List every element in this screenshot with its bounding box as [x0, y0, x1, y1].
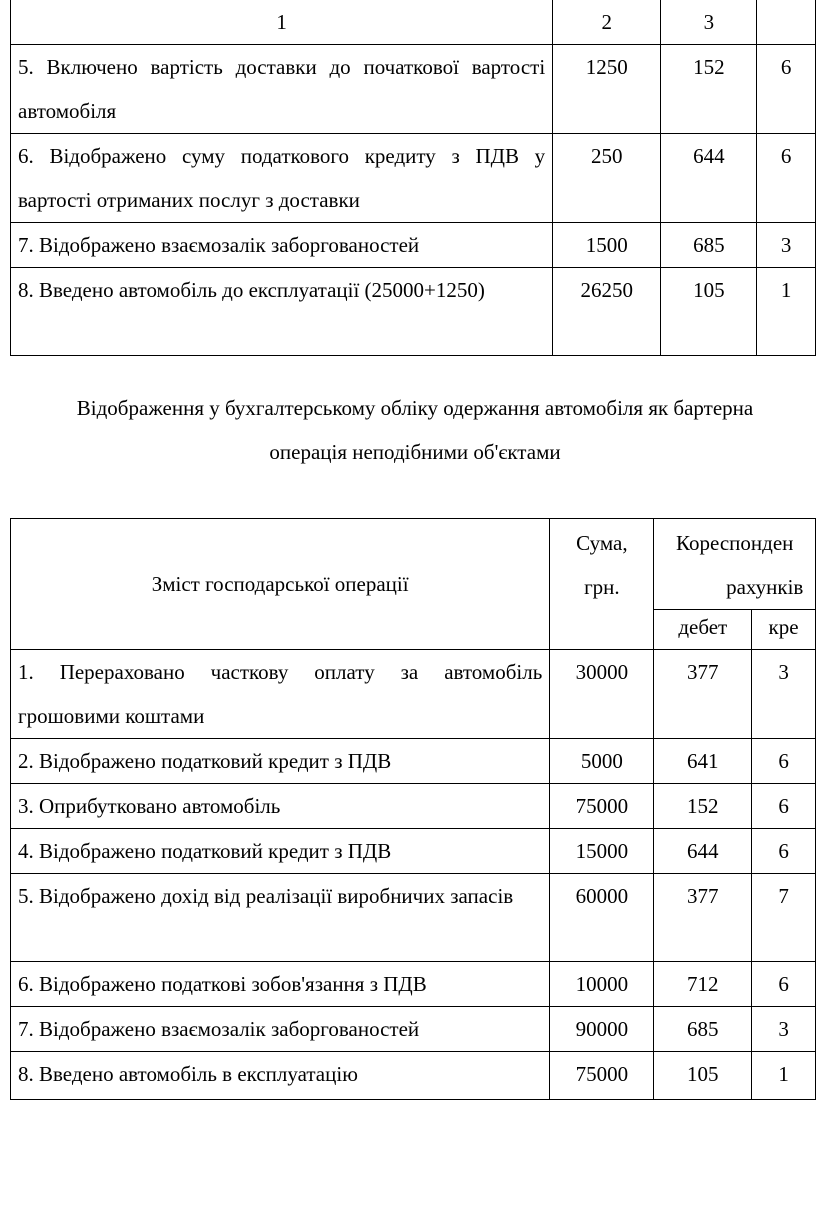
credit-cell: 3 — [752, 1007, 816, 1052]
debit-cell: 105 — [661, 268, 757, 356]
column-header-correspondence — [654, 519, 816, 610]
column-header-debit: дебет — [654, 610, 752, 650]
amount-cell: 15000 — [550, 829, 654, 874]
amount-cell: 10000 — [550, 962, 654, 1007]
column-number: 3 — [661, 0, 757, 45]
credit-cell: 3 — [752, 650, 816, 739]
accounting-table-continuation — [10, 0, 816, 356]
table-row — [11, 739, 816, 784]
column-header-sum — [550, 519, 654, 650]
column-header-correspondence-line: рахунків — [726, 575, 804, 599]
debit-cell: 644 — [654, 829, 752, 874]
debit-cell: 377 — [654, 650, 752, 739]
operation-description: 5. Включено вартість доставки до початкової вартості автомобіля — [11, 45, 553, 134]
debit-cell: 641 — [654, 739, 752, 784]
amount-cell: 26250 — [553, 268, 661, 356]
table-row — [11, 650, 816, 739]
debit-cell: 152 — [661, 45, 757, 134]
credit-cell: 6 — [752, 829, 816, 874]
operation-description: 2. Відображено податковий кредит з ПДВ — [11, 739, 550, 784]
operation-description: 4. Відображено податковий кредит з ПДВ — [11, 829, 550, 874]
credit-cell: 7 — [752, 874, 816, 962]
credit-cell: 6 — [752, 739, 816, 784]
amount-cell: 75000 — [550, 784, 654, 829]
column-number — [757, 0, 816, 45]
operation-description: 7. Відображено взаємозалік заборгованостей — [11, 1007, 550, 1052]
debit-cell: 105 — [654, 1052, 752, 1100]
table-row — [11, 134, 816, 223]
table-row — [11, 268, 816, 356]
operation-description: 6. Відображено податкові зобов'язання з ПДВ — [11, 962, 550, 1007]
amount-cell: 60000 — [550, 874, 654, 962]
table-row — [11, 874, 816, 962]
column-header-credit: кре — [752, 610, 816, 650]
table-row — [11, 829, 816, 874]
column-header-correspondence-line: Кореспонден — [676, 531, 794, 555]
table-row — [11, 223, 816, 268]
operation-description: 1. Перераховано часткову оплату за автомобіль грошовими коштами — [11, 650, 550, 739]
debit-cell: 644 — [661, 134, 757, 223]
table-row — [11, 962, 816, 1007]
table-row — [11, 45, 816, 134]
debit-cell: 685 — [661, 223, 757, 268]
amount-cell: 30000 — [550, 650, 654, 739]
amount-cell: 1250 — [553, 45, 661, 134]
table-row — [11, 784, 816, 829]
section-heading-line: операція неподібними об'єктами — [269, 440, 561, 464]
operation-description: 5. Відображено дохід від реалізації виробничих запасів — [11, 874, 550, 962]
column-header-content: Зміст господарської операції — [11, 519, 550, 650]
debit-cell: 152 — [654, 784, 752, 829]
column-header-sum-line: грн. — [584, 575, 620, 599]
barter-accounting-table — [10, 518, 816, 1100]
debit-cell: 685 — [654, 1007, 752, 1052]
column-number: 2 — [553, 0, 661, 45]
amount-cell: 5000 — [550, 739, 654, 784]
credit-cell: 6 — [752, 784, 816, 829]
operation-description: 6. Відображено суму податкового кредиту з ПДВ у вартості отриманих послуг з доставки — [11, 134, 553, 223]
amount-cell: 1500 — [553, 223, 661, 268]
credit-cell: 6 — [757, 45, 816, 134]
section-heading-line: Відображення у бухгалтерському обліку одержання автомобіля як бартерна — [76, 396, 754, 420]
credit-cell: 1 — [757, 268, 816, 356]
credit-cell: 6 — [752, 962, 816, 1007]
credit-cell: 6 — [757, 134, 816, 223]
column-number-row — [11, 0, 816, 45]
operation-description: 3. Оприбутковано автомобіль — [11, 784, 550, 829]
credit-cell: 3 — [757, 223, 816, 268]
column-header-sum-line: Сума, — [576, 531, 628, 555]
credit-cell: 1 — [752, 1052, 816, 1100]
column-number: 1 — [11, 0, 553, 45]
section-heading — [0, 386, 816, 474]
amount-cell: 250 — [553, 134, 661, 223]
operation-description: 8. Введено автомобіль до експлуатації (25000+1250) — [11, 268, 553, 356]
table-row — [11, 1007, 816, 1052]
operation-description: 8. Введено автомобіль в експлуатацію — [11, 1052, 550, 1100]
amount-cell: 75000 — [550, 1052, 654, 1100]
amount-cell: 90000 — [550, 1007, 654, 1052]
header-row — [11, 519, 816, 610]
operation-description: 7. Відображено взаємозалік заборгованостей — [11, 223, 553, 268]
debit-cell: 712 — [654, 962, 752, 1007]
table-row — [11, 1052, 816, 1100]
debit-cell: 377 — [654, 874, 752, 962]
